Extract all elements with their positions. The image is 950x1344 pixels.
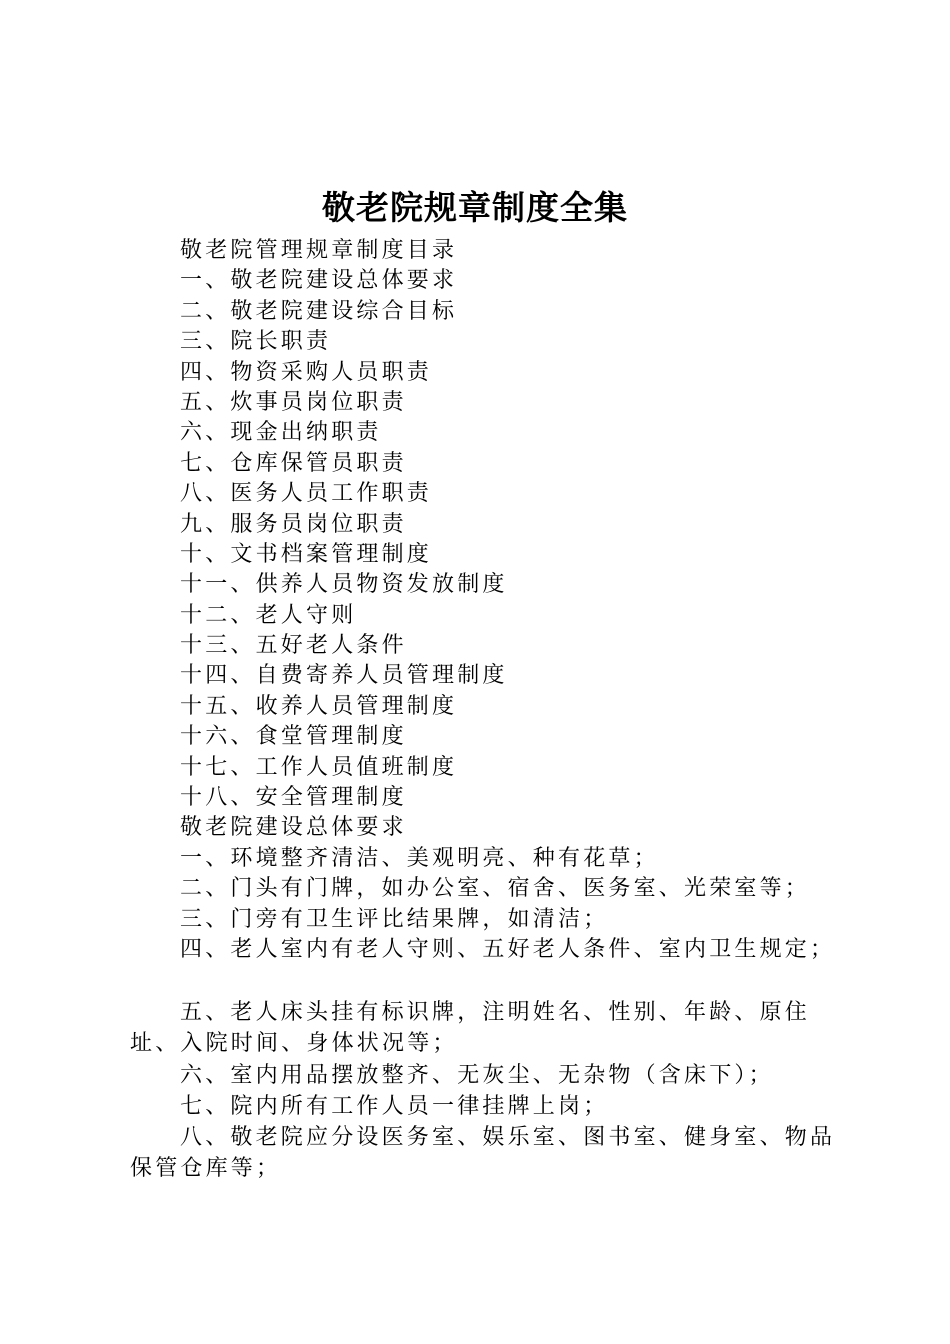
- requirement-paragraph: 五、老人床头挂有标识牌，注明姓名、性别、年龄、原住址、入院时间、身体状况等；: [130, 1000, 811, 1056]
- toc-line: 八、医务人员工作职责: [180, 481, 433, 507]
- toc-line: 四、物资采购人员职责: [180, 359, 433, 385]
- requirement-line: 三、门旁有卫生评比结果牌，如清洁；: [180, 906, 609, 932]
- requirement-line: 一、环境整齐清洁、美观明亮、种有花草；: [180, 845, 659, 871]
- requirement-paragraph: 七、院内所有工作人员一律挂牌上岗；: [180, 1094, 609, 1119]
- toc-line: 十二、老人守则: [180, 602, 357, 628]
- toc-line: 十四、自费寄养人员管理制度: [180, 663, 508, 689]
- toc-line: 一、敬老院建设总体要求: [180, 268, 458, 294]
- toc-line: 五、炊事员岗位职责: [180, 389, 407, 415]
- toc-line: 十七、工作人员值班制度: [180, 754, 458, 780]
- requirement-paragraph: 八、敬老院应分设医务室、娱乐室、图书室、健身室、物品保管仓库等；: [130, 1125, 836, 1181]
- toc-line: 十六、食堂管理制度: [180, 724, 407, 750]
- table-of-contents: [180, 236, 880, 965]
- toc-line: 十三、五好老人条件: [180, 633, 407, 659]
- toc-line: 九、服务员岗位职责: [180, 511, 407, 537]
- toc-line: 三、院长职责: [180, 329, 332, 355]
- requirement-line: 二、门头有门牌，如办公室、宿舍、医务室、光荣室等；: [180, 876, 811, 902]
- section-heading: 敬老院建设总体要求: [180, 815, 407, 841]
- document-title: 敬老院规章制度全集: [322, 188, 628, 227]
- toc-line: 二、敬老院建设综合目标: [180, 298, 458, 324]
- toc-line: 六、现金出纳职责: [180, 420, 382, 446]
- toc-line: 敬老院管理规章制度目录: [180, 238, 458, 263]
- requirement-line: 四、老人室内有老人守则、五好老人条件、室内卫生规定；: [180, 936, 836, 962]
- requirement-paragraph: 六、室内用品摆放整齐、无灰尘、无杂物（含床下）；: [180, 1063, 774, 1088]
- toc-line: 十一、供养人员物资发放制度: [180, 572, 508, 598]
- toc-line: 七、仓库保管员职责: [180, 450, 407, 476]
- toc-line: 十八、安全管理制度: [180, 785, 407, 811]
- toc-line: 十、文书档案管理制度: [180, 541, 433, 567]
- toc-line: 十五、收养人员管理制度: [180, 693, 458, 719]
